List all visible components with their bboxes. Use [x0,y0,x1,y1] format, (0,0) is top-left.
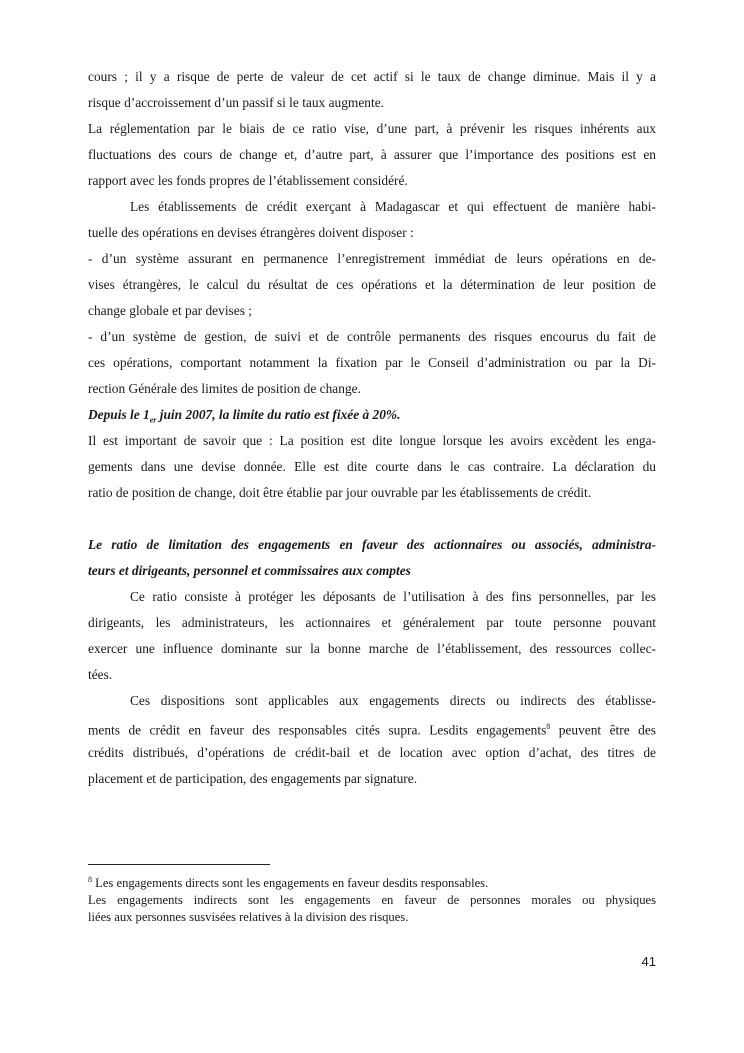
section-heading [88,532,656,584]
text-line: crédits distribués, d’opérations de crédit-bail et de location avec option d’achat, des titres de [88,745,656,760]
text-line: risque d’accroissement d’un passif si le taux augmente. [88,95,384,110]
text-line: vises étrangères, le calcul du résultat de ces opérations et la détermination de leur position de [88,277,656,292]
paragraph-1 [88,64,656,116]
text-segment: ments de crédit en faveur des responsables cités supra. Lesdits engagements [88,722,547,738]
footnote-line [88,871,656,892]
paragraph-9 [88,688,656,792]
text-line: tées. [88,667,113,682]
body-text [88,64,656,792]
text-line: ratio de position de change, doit être établie par jour ouvrable par les établissements de crédit. [88,485,592,500]
ratio-limit-statement [88,402,656,428]
text-line: ces opérations, comportant notamment la fixation par le Conseil d’administration ou par la Di- [88,355,656,370]
heading-line: teurs et dirigeants, personnel et commissaires aux comptes [88,563,411,578]
text-line [88,714,656,740]
footnotes [88,871,656,926]
statement-text-before: Depuis le 1 [88,407,150,422]
text-line: fluctuations des cours de change et, d’autre part, à assurer que l’importance des positions est en [88,147,656,162]
paragraph-2 [88,116,656,194]
footnote-marker: 8 [88,875,92,884]
paragraph-5-list-item [88,324,656,402]
text-line: change globale et par devises ; [88,303,252,318]
ordinal-suffix: er [149,415,157,425]
text-line: dirigeants, les administrateurs, les actionnaires et généralement par toute personne pouvant [88,615,656,630]
paragraph-3 [88,194,656,246]
text-line: cours ; il y a risque de perte de valeur de cet actif si le taux de change diminue. Mais il y a [88,69,656,84]
footnote-separator [88,864,270,865]
footnote-text: Les engagements directs sont les engagements en faveur desdits responsables. [92,876,489,891]
text-line: placement et de participation, des engagements par signature. [88,771,418,786]
footnote-reference[interactable]: 8 [546,722,551,731]
heading-line: Le ratio de limitation des engagements en faveur des actionnaires ou associés, administra- [88,537,656,552]
text-line: Ces dispositions sont applicables aux engagements directs ou indirects des établisse- [130,693,656,708]
text-line: rapport avec les fonds propres de l’établissement considéré. [88,173,408,188]
footnote-line: Les engagements indirects sont les engagements en faveur de personnes morales ou physiques [88,893,656,908]
text-line: Ce ratio consiste à protéger les déposants de l’utilisation à des fins personnelles, par les [130,589,656,604]
text-line: rection Générale des limites de position de change. [88,381,361,396]
text-segment: peuvent être des [550,722,656,738]
footnote-line: liées aux personnes susvisées relatives à la division des risques. [88,910,409,925]
text-line: - d’un système de gestion, de suivi et de contrôle permanents des risques encourus du fait de [88,329,656,344]
statement-text-after: juin 2007, la limite du ratio est fixée à 20%. [156,407,401,422]
text-line: tuelle des opérations en devises étrangères doivent disposer : [88,225,414,240]
text-line: La réglementation par le biais de ce ratio vise, d’une part, à prévenir les risques inhérents aux [88,121,656,136]
text-line: gements dans une devise donnée. Elle est dite courte dans le cas contraire. La déclaration du [88,459,656,474]
page-number: 41 [641,954,656,969]
paragraph-4-list-item [88,246,656,324]
blank-line [88,506,656,532]
paragraph-7 [88,428,656,506]
text-line: - d’un système assurant en permanence l’enregistrement immédiat de leurs opérations en de- [88,251,656,266]
text-line: Les établissements de crédit exerçant à Madagascar et qui effectuent de manière habi- [130,199,656,214]
text-line: exercer une influence dominante sur la bonne marche de l’établissement, des ressources collec- [88,641,656,656]
text-line: Il est important de savoir que : La position est dite longue lorsque les avoirs excèdent les enga- [88,433,656,448]
paragraph-8 [88,584,656,688]
